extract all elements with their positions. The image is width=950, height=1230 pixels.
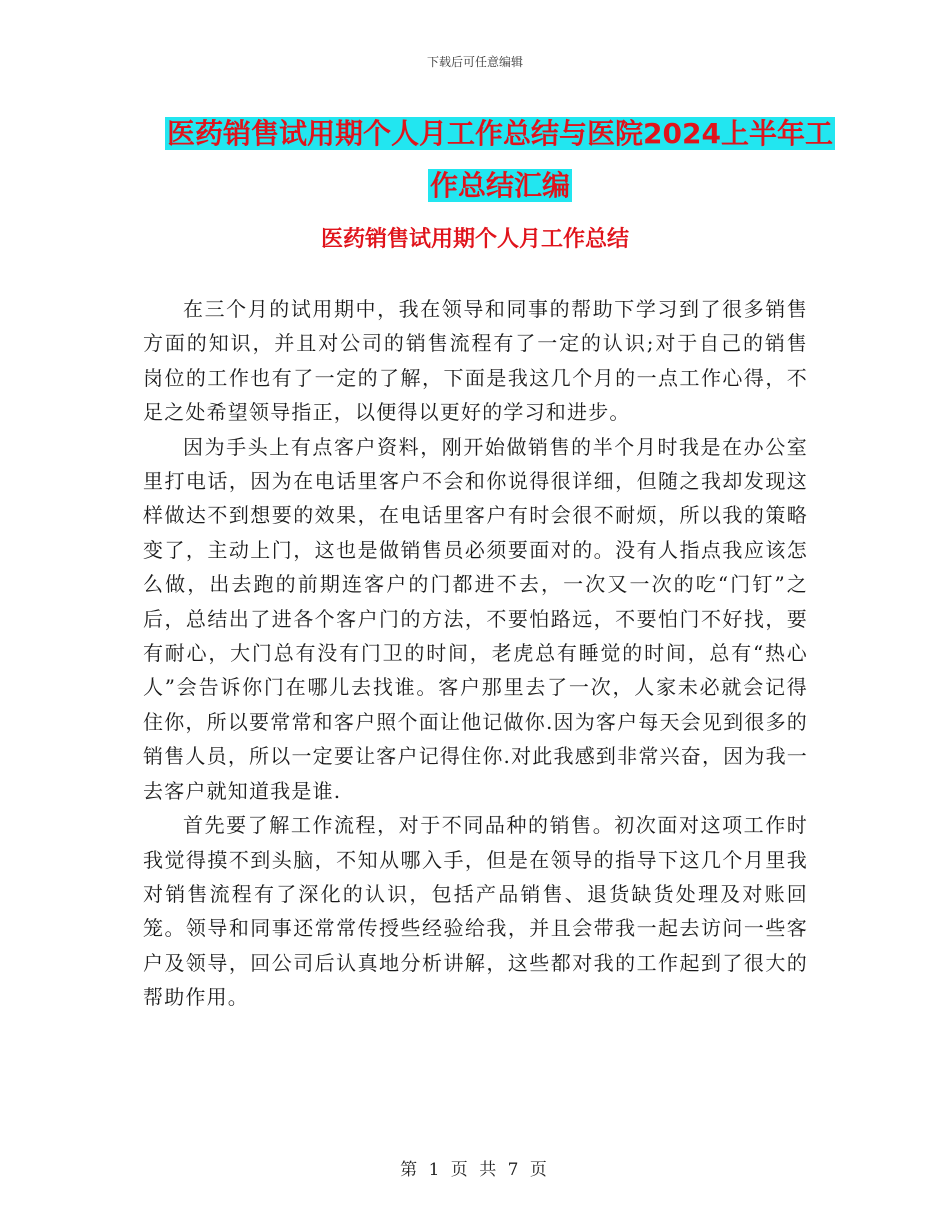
paragraph: 因为手头上有点客户资料，刚开始做销售的半个月时我是在办公室里打电话，因为在电话里客户不会和你说得很详细，但随之我却发现这样做达不到想要的效果，在电话里客户有时会很不耐烦，所以我的策略变了，主动上门，这也是做销售员必须要面对的。没有人指点我应该怎么做，出去跑的前期连客户的门都进不去，一次又一次的吃“门钉”之后，总结出了进各个客户门的方法，不要怕路远，不要怕门不好找，要有耐心，大门总有没有门卫的时间，老虎总有睡觉的时间，总有“热心人”会告诉你门在哪儿去找谁。客户那里去了一次，人家未必就会记得住你，所以要常常和客户照个面让他记做你.因为客户每天会见到很多的销售人员，所以一定要让客户记得住你.对此我感到非常兴奋，因为我一去客户就知道我是谁. — [143, 434, 808, 803]
section-title: 医药销售试用期个人月工作总结 — [320, 227, 629, 252]
header-note: 下载后可任意编辑 — [426, 55, 523, 69]
document-title-line-2: 作总结汇编 — [429, 169, 570, 202]
document-title — [140, 108, 860, 212]
page-number-footer: 第 1 页 共 7 页 — [400, 1160, 550, 1180]
paragraph: 首先要了解工作流程，对于不同品种的销售。初次面对这项工作时我觉得摸不到头脑，不知从哪入手，但是在领导的指导下这几个月里我对销售流程有了深化的认识，包括产品销售、退货缺货处理及对账回笼。领导和同事还常常传授些经验给我，并且会带我一起去访问一些客户及领导，回公司后认真地分析讲解，这些都对我的工作起到了很大的帮助作用。 — [143, 813, 808, 1010]
document-title-line-1: 医药销售试用期个人月工作总结与医院2024上半年工 — [167, 117, 833, 150]
paragraph: 在三个月的试用期中，我在领导和同事的帮助下学习到了很多销售方面的知识，并且对公司的销售流程有了一定的认识;对于自己的销售岗位的工作也有了一定的了解，下面是我这几个月的一点工作心得，不足之处希望领导指正，以便得以更好的学习和进步。 — [143, 297, 808, 425]
body-text — [143, 292, 808, 1015]
